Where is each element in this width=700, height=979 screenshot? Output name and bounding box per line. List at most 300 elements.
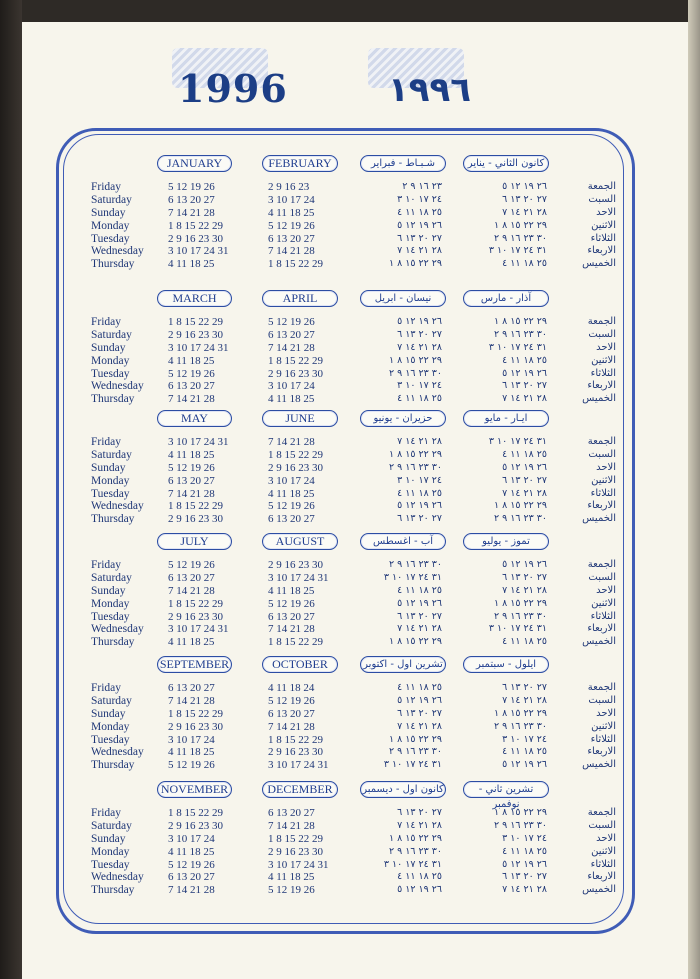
date-row: ٢٨ ٢١ ١٤ ٧ [502,584,547,596]
weekday-names-en [91,436,144,526]
date-row: 2 9 16 23 30 [268,845,323,858]
date-row: ٢٧ ٢٠ ١٣ ٦ [397,232,442,244]
date-row: ٢٤ ١٧ ١٠ ٣ [397,380,442,392]
date-row: 5 12 19 26 [268,500,315,513]
weekday-ar: الاثنين [591,474,616,486]
date-row: 2 9 16 23 30 [268,461,323,474]
date-row: 6 13 20 27 [168,380,215,393]
date-row: ٢٦ ١٩ ١٢ ٥ [397,316,442,327]
weekday-names-en [91,807,144,897]
date-row: 4 11 18 25 [168,258,215,271]
date-row: 2 9 16 23 30 [168,232,223,245]
weekday-ar: الخميس [582,393,616,405]
date-row: ٢٥ ١٨ ١١ ٤ [397,584,442,596]
weekday-names-en [91,559,144,649]
date-row: ٣١ ٢٤ ١٧ ١٠ ٣ [383,571,442,583]
date-row: 3 10 17 24 [268,380,315,393]
date-row: 2 9 16 23 30 [168,328,223,341]
weekday-ar: الاحد [596,584,616,596]
date-row: ٢٤ ١٧ ١٠ ٣ [502,832,547,844]
weekday-ar: الاربعاء [587,245,616,257]
date-row: ٢٥ ١٨ ١١ ٤ [397,487,442,499]
weekday-ar: الاثنين [591,720,616,732]
date-row: 5 12 19 26 [168,559,215,571]
page-edge [688,0,700,979]
date-row: ٢٩ ٢٢ ١٥ ٨ ١ [494,500,547,512]
date-row: 6 13 20 27 [268,232,315,245]
date-row: 1 8 15 22 29 [268,636,323,649]
dates-en-month-1 [168,316,258,406]
weekday-en: Wednesday [91,746,144,759]
date-row: 5 12 19 26 [168,759,215,772]
weekday-en: Thursday [91,258,135,271]
weekday-ar: الجمعة [587,559,616,570]
date-row: 7 14 21 28 [268,819,315,832]
date-row: ٢٩ ٢٢ ١٥ ٨ ١ [494,807,547,818]
weekday-en: Saturday [91,328,132,341]
date-row: ٢٥ ١٨ ١١ ٤ [502,746,547,758]
date-row: ٣٠ ٢٣ ١٦ ٩ ٢ [494,328,547,340]
weekday-ar: الاثنين [591,354,616,366]
date-row: 4 11 18 25 [168,845,215,858]
date-row: 7 14 21 28 [268,245,315,258]
dates-ar-month-1 [354,682,442,772]
date-row: ٢٨ ٢١ ١٤ ٧ [502,884,547,896]
month-header-ar-2: ايلول - سبتمبر [463,656,549,673]
dates-en-month-1 [168,181,258,271]
month-header-en-2: APRIL [262,290,338,307]
date-row: 4 11 18 25 [168,746,215,759]
weekday-en: Thursday [91,759,135,772]
date-row: ٢٩ ٢٢ ١٥ ٨ ١ [389,733,442,745]
weekday-ar: الثلاثاء [590,367,616,379]
date-row: ٢٥ ١٨ ١١ ٤ [397,682,442,693]
date-row: 1 8 15 22 29 [168,219,223,232]
date-row: ٢٧ ٢٠ ١٣ ٦ [502,474,547,486]
date-row: 1 8 15 22 29 [168,597,223,610]
dates-ar-month-1 [354,559,442,649]
dates-en-month-2 [268,436,358,526]
weekday-en: Saturday [91,571,132,584]
date-row: 7 14 21 28 [268,623,315,636]
date-row: ٢٩ ٢٢ ١٥ ٨ ١ [494,707,547,719]
month-header-en-1: JANUARY [157,155,232,172]
date-row: ٣٠ ٢٣ ١٦ ٩ ٢ [389,559,442,570]
month-header-en-2: AUGUST [262,533,338,550]
weekday-ar: الخميس [582,759,616,771]
month-header-ar-2: كانون الثاني - يناير [463,155,549,172]
date-row: ٢٨ ٢١ ١٤ ٧ [397,341,442,353]
weekday-en: Friday [91,436,122,448]
weekday-ar: الاحد [596,832,616,844]
weekday-ar: الثلاثاء [590,858,616,870]
date-row: 5 12 19 26 [268,219,315,232]
date-row: 6 13 20 27 [268,707,315,720]
dates-en-month-2 [268,682,358,772]
date-row: ٢٦ ١٩ ١٢ ٥ [502,461,547,473]
weekday-names-en [91,181,144,271]
date-row: 4 11 18 25 [268,584,315,597]
date-row: ٢٩ ٢٢ ١٥ ٨ ١ [389,354,442,366]
date-row: 5 12 19 26 [168,181,215,193]
month-header-ar-2: آذار - مارس [463,290,549,307]
weekday-ar: الاربعاء [587,623,616,635]
weekday-en: Sunday [91,341,126,354]
date-row: ٢٩ ٢٢ ١٥ ٨ ١ [494,316,547,327]
weekday-en: Friday [91,181,122,193]
date-row: ٢٦ ١٩ ١٢ ٥ [502,181,547,192]
date-row: 7 14 21 28 [168,694,215,707]
date-row: ٢٥ ١٨ ١١ ٤ [502,845,547,857]
date-row: ٣١ ٢٤ ١٧ ١٠ ٣ [488,436,547,447]
date-row: 6 13 20 27 [168,571,215,584]
date-row: 7 14 21 28 [168,393,215,406]
date-row: 3 10 17 24 31 [168,245,229,258]
weekday-en: Tuesday [91,487,130,500]
weekday-ar: السبت [588,571,616,583]
date-row: 6 13 20 27 [268,610,315,623]
year-title-arabic: ١٩٩٦ [388,70,472,110]
dates-ar-month-1 [354,316,442,406]
date-row: 6 13 20 27 [168,474,215,487]
date-row: ٢٨ ٢١ ١٤ ٧ [397,436,442,447]
date-row: 3 10 17 24 31 [268,759,329,772]
date-row: 5 12 19 26 [268,694,315,707]
date-row: ٢٧ ٢٠ ١٣ ٦ [397,610,442,622]
weekday-en: Thursday [91,513,135,526]
date-row: ٢٥ ١٨ ١١ ٤ [502,636,547,648]
date-row: ٣١ ٢٤ ١٧ ١٠ ٣ [488,341,547,353]
weekday-en: Friday [91,807,122,819]
date-row: ٢٨ ٢١ ١٤ ٧ [397,819,442,831]
date-row: ٢٧ ٢٠ ١٣ ٦ [397,328,442,340]
date-row: 4 11 18 25 [168,448,215,461]
dates-en-month-1 [168,807,258,897]
weekday-en: Wednesday [91,245,144,258]
date-row: ٢٥ ١٨ ١١ ٤ [397,206,442,218]
date-row: ٣١ ٢٤ ١٧ ١٠ ٣ [383,858,442,870]
date-row: ٣٠ ٢٣ ١٦ ٩ ٢ [389,367,442,379]
date-row: ٢٨ ٢١ ١٤ ٧ [397,245,442,257]
date-row: ٢٩ ٢٢ ١٥ ٨ ١ [389,832,442,844]
month-header-en-2: JUNE [262,410,338,427]
date-row: ٣٠ ٢٣ ١٦ ٩ ٢ [389,461,442,473]
date-row: 2 9 16 23 30 [268,559,323,571]
date-row: ٢٥ ١٨ ١١ ٤ [502,448,547,460]
month-header-ar-1: كانون اول - ديسمبر [360,781,446,798]
weekday-ar: السبت [588,819,616,831]
date-row: 4 11 18 25 [268,393,315,406]
date-row: 2 9 16 23 30 [168,610,223,623]
date-row: ٣٠ ٢٣ ١٦ ٩ ٢ [494,610,547,622]
weekday-names-ar [556,682,616,772]
date-row: 7 14 21 28 [168,584,215,597]
date-row: 1 8 15 22 29 [268,258,323,271]
weekday-ar: الاحد [596,206,616,218]
year-title-latin: 1996 [178,66,288,111]
month-header-en-1: NOVEMBER [157,781,232,798]
weekday-names-ar [556,181,616,271]
weekday-ar: الجمعة [587,436,616,447]
date-row: ٢٩ ٢٢ ١٥ ٨ ١ [494,597,547,609]
weekday-ar: الاثنين [591,597,616,609]
date-row: 7 14 21 28 [268,341,315,354]
date-row: 3 10 17 24 31 [268,571,329,584]
weekday-names-en [91,316,144,406]
dates-en-month-1 [168,436,258,526]
date-row: ٢٧ ٢٠ ١٣ ٦ [397,707,442,719]
weekday-en: Saturday [91,448,132,461]
weekday-en: Wednesday [91,500,144,513]
month-header-en-2: FEBRUARY [262,155,338,172]
weekday-en: Monday [91,597,130,610]
weekday-en: Thursday [91,884,135,897]
weekday-ar: الثلاثاء [590,487,616,499]
date-row: ٢٨ ٢١ ١٤ ٧ [502,206,547,218]
month-header-ar-2: ايـار - مايو [463,410,549,427]
weekday-en: Monday [91,354,130,367]
date-row: 3 10 17 24 [168,832,215,845]
weekday-en: Tuesday [91,733,130,746]
weekday-en: Wednesday [91,871,144,884]
weekday-en: Wednesday [91,623,144,636]
dates-ar-month-1 [354,436,442,526]
dates-ar-month-2 [457,682,547,772]
date-row: ٢٧ ٢٠ ١٣ ٦ [397,513,442,525]
date-row: 1 8 15 22 29 [268,832,323,845]
month-header-ar-2: تموز - يوليو [463,533,549,550]
weekday-en: Tuesday [91,858,130,871]
dates-en-month-1 [168,682,258,772]
month-header-en-1: SEPTEMBER [157,656,232,673]
dates-ar-month-2 [457,807,547,897]
date-row: 1 8 15 22 29 [268,448,323,461]
weekday-ar: الجمعة [587,807,616,818]
weekday-ar: الجمعة [587,316,616,327]
date-row: ٢٧ ٢٠ ١٣ ٦ [502,380,547,392]
date-row: ٣٠ ٢٣ ١٦ ٩ ٢ [494,720,547,732]
date-row: ٢٦ ١٩ ١٢ ٥ [397,500,442,512]
weekday-en: Saturday [91,694,132,707]
weekday-en: Sunday [91,584,126,597]
weekday-en: Wednesday [91,380,144,393]
weekday-en: Saturday [91,819,132,832]
date-row: 5 12 19 26 [168,461,215,474]
date-row: ٢٦ ١٩ ١٢ ٥ [502,367,547,379]
date-row: ٢٧ ٢٠ ١٣ ٦ [397,807,442,818]
dates-en-month-2 [268,559,358,649]
date-row: 3 10 17 24 31 [168,341,229,354]
month-header-en-1: JULY [157,533,232,550]
weekday-ar: الاربعاء [587,746,616,758]
weekday-ar: الاثنين [591,845,616,857]
date-row: 3 10 17 24 [268,474,315,487]
date-row: ٢٦ ١٩ ١٢ ٥ [397,884,442,896]
weekday-ar: السبت [588,694,616,706]
month-header-en-1: MARCH [157,290,232,307]
date-row: ٣١ ٢٤ ١٧ ١٠ ٣ [383,759,442,771]
weekday-en: Tuesday [91,367,130,380]
weekday-ar: الخميس [582,258,616,270]
date-row: ٢٤ ١٧ ١٠ ٣ [397,474,442,486]
weekday-names-ar [556,436,616,526]
weekday-ar: السبت [588,328,616,340]
dates-en-month-2 [268,807,358,897]
date-row: 5 12 19 26 [168,367,215,380]
weekday-en: Sunday [91,707,126,720]
date-row: 1 8 15 22 29 [268,733,323,746]
weekday-ar: الاربعاء [587,380,616,392]
date-row: ٢٥ ١٨ ١١ ٤ [502,354,547,366]
weekday-en: Tuesday [91,610,130,623]
weekday-en: Sunday [91,832,126,845]
weekday-ar: الجمعة [587,682,616,693]
date-row: 3 10 17 24 31 [168,623,229,636]
weekday-ar: الاثنين [591,219,616,231]
date-row: ٢٨ ٢١ ١٤ ٧ [502,694,547,706]
date-row: 1 8 15 22 29 [168,316,223,328]
weekday-en: Saturday [91,193,132,206]
month-header-en-2: DECEMBER [262,781,338,798]
dates-ar-month-1 [354,181,442,271]
date-row: 4 11 18 25 [268,487,315,500]
weekday-ar: الاربعاء [587,500,616,512]
weekday-en: Monday [91,720,130,733]
weekday-en: Sunday [91,461,126,474]
date-row: 1 8 15 22 29 [168,707,223,720]
date-row: ٢٤ ١٧ ١٠ ٣ [397,193,442,205]
book-spine [0,0,22,979]
month-header-ar-1: شـبـاط - فبراير [360,155,446,172]
date-row: 4 11 18 25 [168,354,215,367]
date-row: ٢٧ ٢٠ ١٣ ٦ [502,871,547,883]
dates-en-month-2 [268,316,358,406]
date-row: ٢٤ ١٧ ١٠ ٣ [502,733,547,745]
dates-en-month-1 [168,559,258,649]
dates-ar-month-1 [354,807,442,897]
date-row: ٢٨ ٢١ ١٤ ٧ [502,487,547,499]
weekday-ar: الاحد [596,341,616,353]
weekday-en: Friday [91,559,122,571]
weekday-ar: الخميس [582,513,616,525]
weekday-ar: السبت [588,448,616,460]
date-row: 7 14 21 28 [268,436,315,448]
date-row: ٢٩ ٢٢ ١٥ ٨ ١ [389,258,442,270]
date-row: ٢٩ ٢٢ ١٥ ٨ ١ [389,636,442,648]
weekday-en: Monday [91,474,130,487]
month-header-en-1: MAY [157,410,232,427]
date-row: ٢٨ ٢١ ١٤ ٧ [502,393,547,405]
date-row: ٢٧ ٢٠ ١٣ ٦ [502,682,547,693]
date-row: 5 12 19 26 [268,884,315,897]
month-header-en-2: OCTOBER [262,656,338,673]
date-row: 6 13 20 27 [268,513,315,526]
date-row: 1 8 15 22 29 [268,354,323,367]
weekday-ar: الثلاثاء [590,610,616,622]
date-row: 7 14 21 28 [168,487,215,500]
weekday-names-ar [556,316,616,406]
dates-ar-month-2 [457,316,547,406]
date-row: ٣١ ٢٤ ١٧ ١٠ ٣ [488,245,547,257]
month-header-ar-1: نيسان - ابريل [360,290,446,307]
weekday-ar: الثلاثاء [590,733,616,745]
date-row: ٢٩ ٢٢ ١٥ ٨ ١ [494,219,547,231]
date-row: 4 11 18 25 [268,206,315,219]
date-row: 3 10 17 24 [168,733,215,746]
dates-en-month-2 [268,181,358,271]
month-header-ar-1: آب - اغسطس [360,533,446,550]
date-row: 6 13 20 27 [268,328,315,341]
date-row: ٢٥ ١٨ ١١ ٤ [502,258,547,270]
weekday-ar: الاربعاء [587,871,616,883]
weekday-ar: الخميس [582,636,616,648]
date-row: 1 8 15 22 29 [168,500,223,513]
weekday-en: Thursday [91,636,135,649]
date-row: ٣٠ ٢٣ ١٦ ٩ ٢ [494,232,547,244]
weekday-en: Friday [91,682,122,694]
date-row: 5 12 19 26 [268,597,315,610]
date-row: 4 11 18 25 [268,871,315,884]
date-row: 2 9 16 23 30 [168,819,223,832]
weekday-ar: السبت [588,193,616,205]
date-row: 4 11 18 24 [268,682,315,694]
date-row: 4 11 18 25 [168,636,215,649]
month-header-ar-2: تشرين ثاني - نوفمبر [463,781,549,798]
weekday-ar: الاحد [596,707,616,719]
date-row: 2 9 16 23 [268,181,310,193]
weekday-en: Monday [91,845,130,858]
date-row: ٢٩ ٢٢ ١٥ ٨ ١ [389,448,442,460]
date-row: ٢٦ ١٩ ١٢ ٥ [397,219,442,231]
weekday-ar: الاحد [596,461,616,473]
date-row: 3 10 17 24 31 [168,436,229,448]
date-row: 3 10 17 24 [268,193,315,206]
dates-ar-month-2 [457,181,547,271]
date-row: 6 13 20 27 [168,871,215,884]
date-row: ٢٥ ١٨ ١١ ٤ [397,393,442,405]
date-row: 6 13 20 27 [168,682,215,694]
weekday-names-ar [556,807,616,897]
month-header-ar-1: حزيران - يونيو [360,410,446,427]
date-row: 2 9 16 23 30 [168,720,223,733]
date-row: ٣٠ ٢٣ ١٦ ٩ ٢ [389,845,442,857]
date-row: ٢٧ ٢٠ ١٣ ٦ [502,193,547,205]
weekday-ar: الثلاثاء [590,232,616,244]
date-row: ٣٠ ٢٣ ١٦ ٩ ٢ [494,819,547,831]
dates-ar-month-2 [457,559,547,649]
month-header-ar-1: تشرين اول - اكتوبر [360,656,446,673]
weekday-en: Tuesday [91,232,130,245]
date-row: ٢٣ ١٦ ٩ ٢ [402,181,442,192]
date-row: 6 13 20 27 [268,807,315,819]
date-row: ٣٠ ٢٣ ١٦ ٩ ٢ [389,746,442,758]
date-row: 7 14 21 28 [168,884,215,897]
date-row: ٣٠ ٢٣ ١٦ ٩ ٢ [494,513,547,525]
weekday-ar: الخميس [582,884,616,896]
weekday-en: Thursday [91,393,135,406]
date-row: 2 9 16 23 30 [168,513,223,526]
date-row: 7 14 21 28 [168,206,215,219]
date-row: ٢٧ ٢٠ ١٣ ٦ [502,571,547,583]
weekday-names-en [91,682,144,772]
date-row: ٢٦ ١٩ ١٢ ٥ [502,759,547,771]
date-row: 1 8 15 22 29 [168,807,223,819]
date-row: ٢٦ ١٩ ١٢ ٥ [502,559,547,570]
weekday-en: Friday [91,316,122,328]
dates-ar-month-2 [457,436,547,526]
date-row: ٢٨ ٢١ ١٤ ٧ [397,720,442,732]
date-row: 6 13 20 27 [168,193,215,206]
